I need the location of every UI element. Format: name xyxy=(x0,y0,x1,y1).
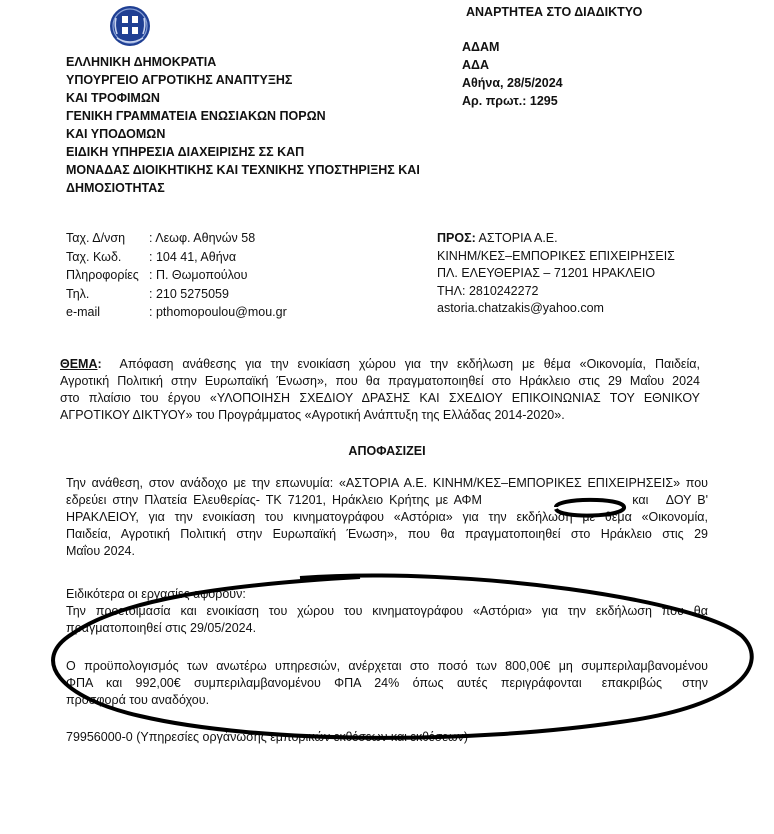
subject-block xyxy=(60,356,700,424)
award-paragraph xyxy=(66,475,708,560)
body-line: Την προετοιμασία και ενοικίαση του χώρου του κινηματογράφου «Αστόρια» για την εκδήλωση που θα xyxy=(66,604,708,618)
recipient-line: ΚΙΝΗΜ/ΚΕΣ–ΕΜΠΟΡΙΚΕΣ ΕΠΙΧΕΙΡΗΣΕΙΣ xyxy=(437,248,675,263)
ministry-line: ΓΕΝΙΚΗ ΓΡΑΜΜΑΤΕΙΑ ΕΝΩΣΙΑΚΩΝ ΠΟΡΩΝ xyxy=(66,109,326,123)
ministry-line: ΜΟΝΑΔΑΣ ΔΙΟΙΚΗΤΙΚΗΣ ΚΑΙ ΤΕΧΝΙΚΗΣ ΥΠΟΣΤΗΡΙΞΗΣ ΚΑΙ xyxy=(66,163,420,177)
body-line: Μαΐου 2024. xyxy=(66,544,135,558)
body-line: ΗΡΑΚΛΕΙΟΥ, για την ενοικίαση του κινηματογράφου «Αστόρια» για την εκδήλωση με θέμα «Οικονομία, xyxy=(66,510,708,524)
body-line: Ειδικότερα οι εργασίες αφορούν: xyxy=(66,587,246,601)
recipient-name-line xyxy=(437,230,675,248)
ref-adam: ΑΔΑΜ xyxy=(462,40,500,54)
contact-address: : Λεωφ. Αθηνών 58 xyxy=(149,231,256,245)
subject-line: στο πλαίσιο του έργου «ΥΛΟΠΟΙΗΣΗ ΣΧΕΔΙΟΥ ΔΡΑΣΗΣ ΚΑΙ ΣΧΕΔΙΟΥ ΕΠΙΚΟΙΝΩΝΙΑΣ ΤΟΥ ΕΘΝΙΚΟΥ xyxy=(60,391,700,405)
ministry-line: ΕΛΛΗΝΙΚΗ ΔΗΜΟΚΡΑΤΙΑ xyxy=(66,55,217,69)
ref-protocol-number: Αρ. πρωτ.: 1295 xyxy=(462,94,558,108)
ministry-line: ΚΑΙ ΥΠΟΔΟΜΩΝ xyxy=(66,127,166,141)
body-line: Ο προϋπολογισμός των ανωτέρω υπηρεσιών, ανέρχεται στο ποσό των 800,00€ μη συμπεριλαμβανομένου xyxy=(66,659,708,673)
recipient-email: astoria.chatzakis@yahoo.com xyxy=(437,301,604,315)
ministry-line: ΕΙΔΙΚΗ ΥΠΗΡΕΣΙΑ ΔΙΑΧΕΙΡΙΣΗΣ ΣΣ ΚΑΠ xyxy=(66,145,305,159)
recipient-name: ΑΣΤΟΡΙΑ Α.Ε. xyxy=(475,231,558,245)
recipient-line: ΠΛ. ΕΛΕΥΘΕΡΙΑΣ – 71201 ΗΡΑΚΛΕΙΟ xyxy=(437,266,656,280)
contact-values xyxy=(149,229,287,322)
contact-label: Ταχ. Δ/νση xyxy=(66,231,126,245)
cpv-code-line: 79956000-0 (Υπηρεσίες οργάνωσης εμπορικών εκθέσεων και εκθέσεων) xyxy=(66,730,469,744)
contact-label: Πληροφορίες xyxy=(66,268,139,282)
ministry-block xyxy=(66,53,420,197)
tasks-paragraph xyxy=(66,586,708,637)
recipient-line: ΤΗΛ: 2810242272 xyxy=(437,283,539,298)
to-label: ΠΡΟΣ: xyxy=(437,231,476,245)
reference-block xyxy=(462,38,563,110)
contact-label: e-mail xyxy=(66,305,101,319)
contact-email: : pthomopoulou@mou.gr xyxy=(149,305,287,319)
contact-label: Ταχ. Κωδ. xyxy=(66,249,122,264)
contact-labels xyxy=(66,229,144,322)
body-line: Την ανάθεση, στον ανάδοχο με την επωνυμία: «ΑΣΤΟΡΙΑ Α.Ε. ΚΙΝΗΜ/ΚΕΣ–ΕΜΠΟΡΙΚΕΣ ΕΠΙΧΕΙΡΗΣΕΙΣ» που xyxy=(66,476,708,490)
ministry-line: ΥΠΟΥΡΓΕΙΟ ΑΓΡΟΤΙΚΗΣ ΑΝΑΠΤΥΞΗΣ xyxy=(66,73,293,87)
recipient-block xyxy=(437,230,675,318)
contact-person: : Π. Θωμοπούλου xyxy=(149,268,248,282)
budget-paragraph xyxy=(66,658,708,709)
subject-line xyxy=(60,356,700,373)
contact-phone: : 210 5275059 xyxy=(149,286,229,301)
body-line: εδρεύει στην Πλατεία Ελευθερίας- ΤΚ 71201, Ηράκλειο Κρήτης με ΑΦΜ και ΔΟΥ Β' xyxy=(66,493,708,507)
body-line: ΦΠΑ και 992,00€ συμπεριλαμβανομένου ΦΠΑ 24% όπως αυτές περιγράφονται επακριβώς στην xyxy=(66,676,708,690)
subject-line: Αγροτική Πολιτική στην Ευρωπαϊκή Ένωση», που θα πραγματοποιηθεί στο Ηράκλειο στις 29 Μαΐου 2024 xyxy=(60,374,700,388)
publish-online-label: ΑΝΑΡΤΗΤΕΑ ΣΤΟ ΔΙΑΔΙΚΤΥΟ xyxy=(466,5,643,19)
ministry-line: ΔΗΜΟΣΙΟΤΗΤΑΣ xyxy=(66,181,165,195)
subject-text: Απόφαση ανάθεσης για την ενοικίαση χώρου για την εκδήλωση με θέμα «Οικονομία, Παιδεία, xyxy=(119,357,700,371)
subject-colon: : xyxy=(97,357,102,371)
contact-label: Τηλ. xyxy=(66,286,90,301)
subject-label: ΘΕΜΑ xyxy=(60,357,98,371)
decision-heading: ΑΠΟΦΑΣΙΖΕΙ xyxy=(348,444,426,458)
greek-state-emblem-icon xyxy=(108,4,152,48)
body-line: Παιδεία, Αγροτική Πολιτική στην Ευρωπαϊκή Ένωση», που θα πραγματοποιηθεί στο Ηράκλειο στις 29 xyxy=(66,527,708,541)
subject-line: ΑΓΡΟΤΙΚΟΥ ΔΙΚΤΥΟΥ» του Προγράμματος «Αγροτική Ανάπτυξη της Ελλάδας 2014-2020». xyxy=(60,408,565,422)
body-line: πραγματοποιηθεί στις 29/05/2024. xyxy=(66,621,257,635)
contact-postcode: : 104 41, Αθήνα xyxy=(149,249,237,264)
ministry-line: ΚΑΙ ΤΡΟΦΙΜΩΝ xyxy=(66,91,160,105)
ref-date: Αθήνα, 28/5/2024 xyxy=(462,76,563,90)
ref-ada: ΑΔΑ xyxy=(462,58,490,72)
body-line: προσφορά του αναδόχου. xyxy=(66,693,210,707)
